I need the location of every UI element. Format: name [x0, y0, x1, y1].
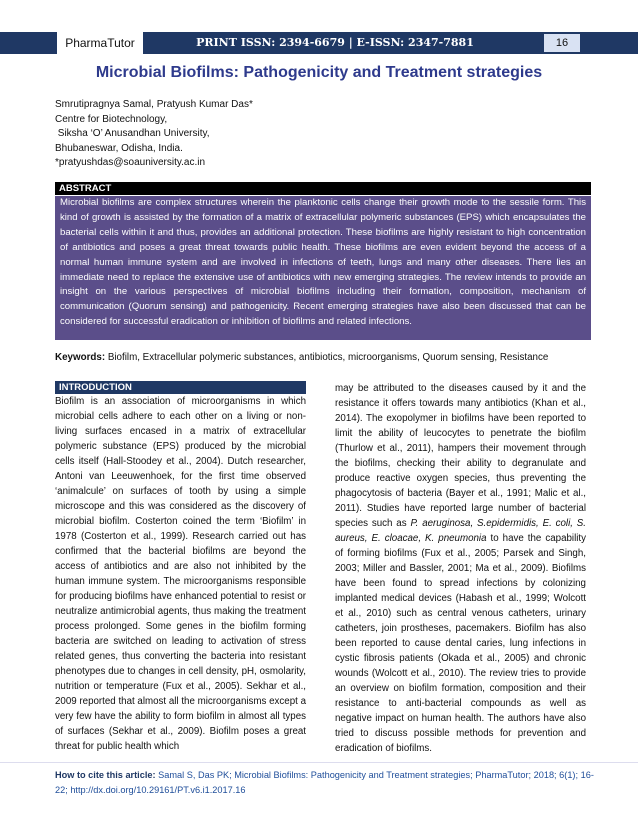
introduction-heading: INTRODUCTION: [55, 381, 306, 394]
author-block: [55, 98, 253, 171]
right-text-b: to have the capability of forming biofilms (Fux et al., 2005; Parsek and Singh, 2003; Miller and Bassler, 2001; Ma et al., 2009). Biofilms have been found to spread infections by colonizing implanted medical devices (Habash et al., 1999; Wolcott et al., 2010) such as central venous catheters, urinary catheters, join prostheses, pacemakers. Biofilm has also been reported to cause dental caries, lung infections in cystic fibrosis patients (Okada et al., 2005) and chronic wounds (Wolcott et al., 2010). The review tries to provide an overview on biofilm formation, composition and their resistance to anti-bacterial compounds as well as negative impact on human health. The authors have also tried to discuss possible methods for prevention and eradication of biofilms.: [335, 533, 586, 754]
footer-divider: [0, 762, 638, 763]
affiliation-line: Siksha ‘O’ Anusandhan University,: [55, 128, 210, 140]
authors-line: Smrutipragnya Samal, Pratyush Kumar Das*: [55, 99, 253, 110]
citation-block: [55, 768, 595, 797]
species-list: P. aeruginosa, S.epidermidis, E. coli, S. aureus, E. cloacae, K. pneumonia: [335, 518, 587, 544]
abstract-heading: ABSTRACT: [55, 182, 591, 195]
email-line: *pratyushdas@soauniversity.ac.in: [55, 157, 206, 169]
affiliation-line: Bhubaneswar, Odisha, India.: [55, 142, 183, 154]
article-title: Microbial Biofilms: Pathogenicity and Treatment strategies: [95, 64, 543, 81]
keywords-text: Biofilm, Extracellular polymeric substances, antibiotics, microorganisms, Quorum sensing, Resistance: [107, 352, 549, 363]
citation-label: How to cite this article:: [55, 770, 156, 780]
introduction-right-column: [335, 381, 586, 756]
issn-text: PRINT ISSN: 2394-6679 | E-ISSN: 2347-7881: [196, 36, 474, 49]
abstract-text: Microbial biofilms are complex structures wherein the planktonic cells change their growth mode to the sessile form. This kind of growth is assisted by the formation of a matrix of extracellular polymeric substances (EPS) which encapsulates the bacterial cells within it and thus, provides an additional protection. These biofilms are highly resistant to high concentration of antibiotics and poses a great threat towards public health. These biofilms are even evident beyond the access of a normal human immune system and are involved in infections of teeth, lungs and many other diseases. There lies an immediate need to replace the extensive use of antibiotics with new emerging strategies. The review intends to provide an insight on the various perspectives of microbial biofilms including their formation, composition, mechanism of communication (Quorum sensing) and pathogenicity. Recent emerging strategies have also been discussed that can be considered for successful eradication or inhibition of biofilms and related infections.: [55, 196, 591, 340]
keywords-label: Keywords:: [55, 352, 106, 363]
introduction-left-column: Biofilm is an association of microorganisms in which microbial cells adhere to each other on a living or non-living surfaces encased in a matrix of extracellular polymeric substance (EPS) produced by the microbial cells itself (Hall-Stoodey et al., 2004). Dutch researcher, Antoni van Leeuwenhoek, for the first time observed ‘animalcule’ on surfaces of tooth by using a simple microscope and this was considered as the discovery of microbial biofilm. Costerton coined the term ‘Biofilm’ in 1978 (Costerton et al., 1999). Research carried out has confirmed that the bacterial biofilms are beyond the access of antibiotics and are also not inhibited by the human immune system. The microorganisms responsible for producing biofilms have enhanced potential to resist or neutralize antimicrobial agents, thus making the treatment process prolonged. Some genes in the biofilm forming bacteria are switched on leading to activation of stress related genes, thus converting the bacteria into resistant phenotypes due to changes in cell density, pH, osmolarity, nutrition or temperature (Fux et al., 2005). Sekhar et al., 2009 reported that almost all the microorganisms except a very few have the ability to form biofilm in almost all types of surfaces (Sekhar et al., 2009). Biofilm poses a great threat for public health which: [55, 396, 306, 752]
affiliation-line: Centre for Biotechnology,: [55, 113, 168, 125]
page-number: 16: [544, 34, 580, 52]
right-text-a: may be attributed to the diseases caused by it and the resistance it offers towards many antibiotics (Khan et al., 2014). The exopolymer in biofilms have been reported to limit the ability of leucocytes to penetrate the biofilm (Thurlow et al., 2011), hampers their movement through the biofilms, checking their ability to degranulate and produce reactive oxygen species, thus preventing the phagocytosis of bacteria (Bayer et al., 1991; Malic et al., 2011). Studies have reported large number of bacterial species such as: [335, 383, 586, 529]
citation-text[interactable]: Samal S, Das PK; Microbial Biofilms: Pathogenicity and Treatment strategies; PharmaTutor; 2018; 6(1); 16-22; http://dx.doi.org/10.29161/PT.v6.i1.2017.16: [55, 770, 594, 795]
journal-brand: PharmaTutor: [57, 32, 143, 54]
keywords-line: [55, 352, 600, 363]
